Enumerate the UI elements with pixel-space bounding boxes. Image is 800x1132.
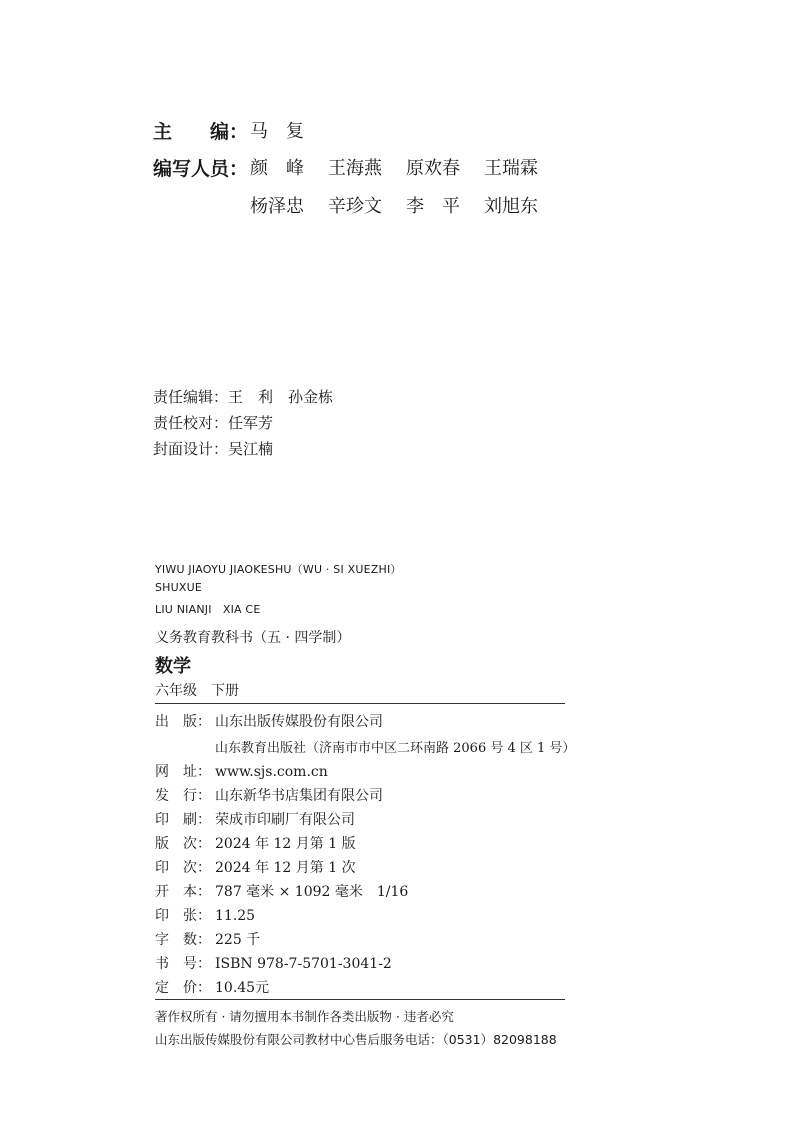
- pinyin-line-2: SHUXUE: [155, 581, 203, 594]
- cip-value: 787 毫米 × 1092 毫米 1/16: [215, 884, 409, 900]
- divider-top: [155, 703, 565, 704]
- cip-value: 2024 年 12 月第 1 版: [215, 836, 356, 852]
- cip-label: 字 数：: [155, 932, 211, 948]
- cip-edition: [155, 833, 356, 853]
- writer-name: 颜 峰: [250, 158, 304, 179]
- responsibility-cover-design: [153, 438, 273, 459]
- cip-label: 印 张：: [155, 908, 211, 924]
- cip-label: 出 版：: [155, 714, 211, 730]
- resp-value: 任军芳: [228, 414, 274, 432]
- cip-value: www.sjs.com.cn: [215, 764, 328, 780]
- cip-word-count: [155, 929, 260, 949]
- writer-name: 王海燕: [328, 158, 382, 179]
- cip-printer: [155, 809, 355, 829]
- resp-label: 封面设计：: [153, 440, 229, 458]
- responsibility-proofreader: [153, 412, 273, 433]
- cip-label: 印 刷：: [155, 812, 211, 828]
- writers-label: 编写人员：: [153, 158, 249, 180]
- writer-name: 辛珍文: [328, 196, 382, 217]
- cip-value: 荣成市印刷厂有限公司: [215, 812, 355, 828]
- writer-name: 刘旭东: [484, 196, 538, 217]
- resp-value: 王 利 孙金栋: [228, 388, 334, 406]
- writer-name: 王瑞霖: [484, 158, 538, 179]
- cip-website: [155, 761, 328, 781]
- resp-label: 责任校对：: [153, 414, 229, 432]
- cip-label: 印 次：: [155, 860, 211, 876]
- writer-name: 原欢春: [406, 158, 460, 179]
- cip-distributor: [155, 785, 383, 805]
- cip-value: 10.45元: [215, 980, 270, 996]
- pinyin-line-3: LIU NIANJI XIA CE: [155, 603, 261, 616]
- chief-editor-label: 主 编：: [153, 121, 249, 143]
- book-series: 义务教育教科书（五 · 四学制）: [155, 630, 351, 646]
- chief-editor-name: 马 复: [250, 121, 304, 142]
- cip-label: 定 价：: [155, 980, 211, 996]
- book-grade: 六年级 下册: [155, 683, 239, 699]
- cip-label: 版 次：: [155, 836, 211, 852]
- cip-publisher-2: 山东教育出版社（济南市市中区二环南路 2066 号 4 区 1 号）: [215, 741, 576, 756]
- cip-label: 开 本：: [155, 884, 211, 900]
- writer-name: 杨泽忠: [250, 196, 304, 217]
- cip-sheets: [155, 905, 255, 925]
- cip-printing: [155, 857, 356, 877]
- divider-bottom: [155, 999, 565, 1000]
- cip-value: 225 千: [215, 932, 261, 948]
- copyright-notice: 著作权所有 · 请勿擅用本书制作各类出版物 · 违者必究: [155, 1009, 454, 1024]
- writers-row-2: [250, 192, 562, 218]
- service-phone: 山东出版传媒股份有限公司教材中心售后服务电话：（0531）82098188: [155, 1032, 557, 1047]
- cip-value: 山东新华书店集团有限公司: [215, 788, 383, 804]
- cip-value: 11.25: [215, 908, 256, 924]
- pinyin-line-1: YIWU JIAOYU JIAOKESHU（WU · SI XUEZHI）: [155, 563, 402, 576]
- cip-value: 山东出版传媒股份有限公司: [215, 714, 383, 730]
- writer-name: 李 平: [406, 196, 460, 217]
- cip-isbn: [155, 953, 392, 973]
- cip-value: ISBN 978-7-5701-3041-2: [215, 956, 392, 972]
- resp-value: 吴江楠: [228, 440, 274, 458]
- cip-label: 书 号：: [155, 956, 211, 972]
- writers-row-1: [250, 154, 562, 180]
- book-subject: 数学: [155, 656, 191, 677]
- cip-value: 2024 年 12 月第 1 次: [215, 860, 356, 876]
- resp-label: 责任编辑：: [153, 388, 229, 406]
- cip-format: [155, 881, 408, 901]
- cip-label: 发 行：: [155, 788, 211, 804]
- cip-publisher: [155, 711, 383, 731]
- cip-label: 网 址：: [155, 764, 211, 780]
- responsibility-editor: [153, 386, 333, 407]
- cip-price: [155, 977, 269, 997]
